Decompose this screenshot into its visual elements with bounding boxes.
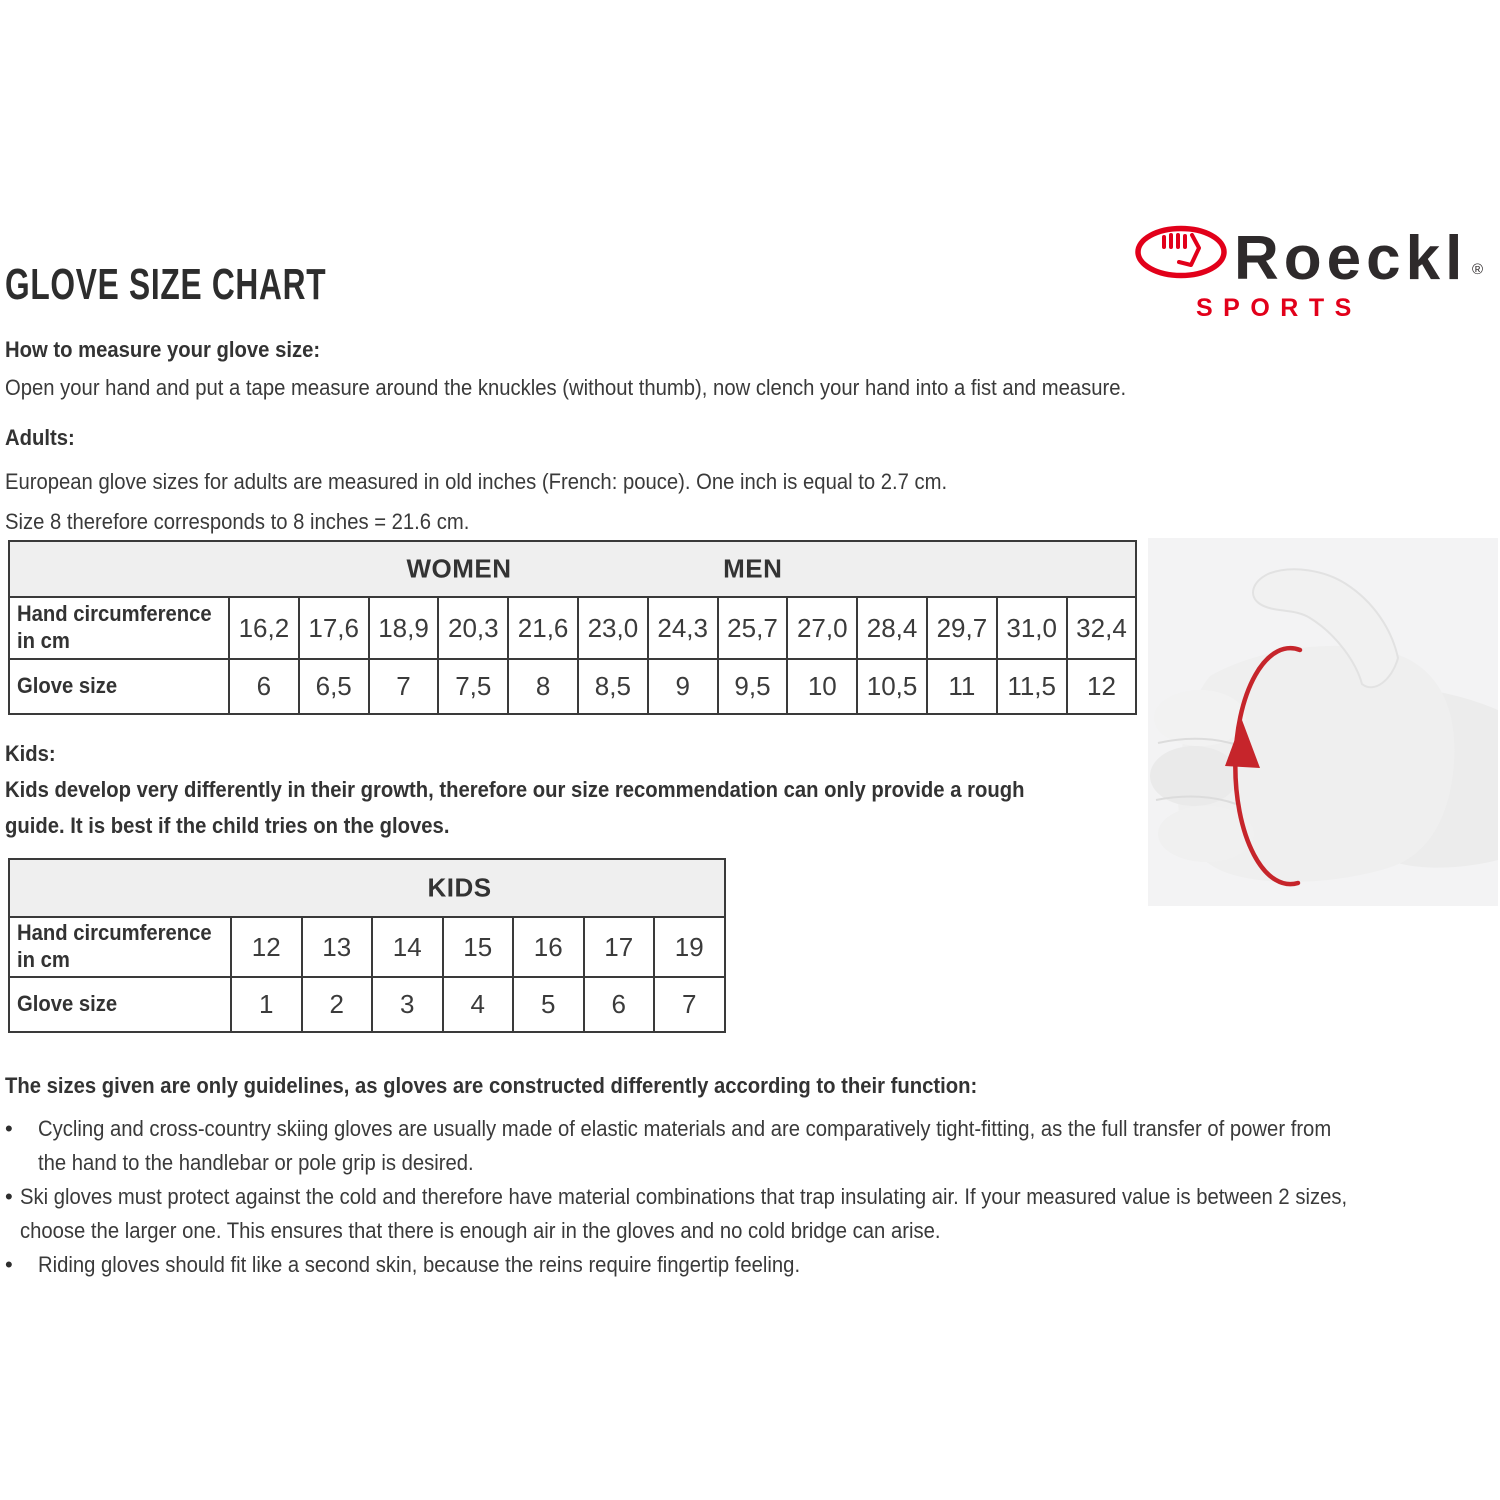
- hand-circumference-row-label: Hand circumference in cm: [9, 597, 229, 659]
- glove-size-cell: 3: [372, 977, 443, 1032]
- glove-size-cell: 5: [513, 977, 584, 1032]
- hand-circumference-cell: 19: [654, 917, 725, 977]
- logo-oval-icon: [1138, 229, 1224, 276]
- glove-size-cell: 2: [302, 977, 373, 1032]
- adults-heading: Adults:: [5, 425, 75, 450]
- bullet-text: Riding gloves should fit like a second skin, because the reins require fingertip feeling.: [38, 1252, 801, 1277]
- glove-size-cell: 8: [508, 659, 578, 714]
- hand-circumference-row: [9, 597, 1136, 659]
- hand-circumference-cell: 29,7: [927, 597, 997, 659]
- glove-size-row-label: Glove size: [9, 977, 231, 1032]
- kids-text: [5, 772, 1138, 844]
- glove-size-cell: 7: [369, 659, 439, 714]
- bullet-icon: •: [5, 1184, 13, 1209]
- adults-size-table: [8, 540, 1137, 715]
- guidelines-heading: The sizes given are only guidelines, as gloves are constructed differently according to their function:: [5, 1073, 978, 1098]
- hand-circumference-cell: 17,6: [299, 597, 369, 659]
- hand-measurement-figure: [1148, 538, 1498, 906]
- glove-size-cell: 10: [787, 659, 857, 714]
- logo-registered-mark: ®: [1472, 261, 1484, 278]
- hand-circumference-cell: 18,9: [369, 597, 439, 659]
- brand-logo-graphic: [1134, 222, 1498, 322]
- adults-table-group-row: [9, 541, 1136, 597]
- how-to-text: Open your hand and put a tape measure around the knuckles (without thumb), now clench your hand into a fist and measure.: [5, 375, 1127, 400]
- hand-circumference-cell: 13: [302, 917, 373, 977]
- bullet-icon: •: [5, 1252, 13, 1277]
- glove-size-cell: 11: [927, 659, 997, 714]
- hand-circumference-cell: 21,6: [508, 597, 578, 659]
- bullet-text: Cycling and cross-country skiing gloves are usually made of elastic materials and are comparatively tight-fitting, as the full transfer of power from the hand to the handlebar or pole grip is desired.: [38, 1116, 1332, 1175]
- hand-circumference-cell: 16: [513, 917, 584, 977]
- glove-size-cell: 9,5: [718, 659, 788, 714]
- how-to-heading: How to measure your glove size:: [5, 337, 321, 362]
- glove-size-cell: 7: [654, 977, 725, 1032]
- kids-size-table: [8, 858, 726, 1033]
- hand-circumference-cell: 24,3: [648, 597, 718, 659]
- hand-circumference-cell: 28,4: [857, 597, 927, 659]
- bullet-item: [5, 1248, 1495, 1282]
- hand-circumference-row: [9, 917, 725, 977]
- hand-circumference-cell: 17: [584, 917, 655, 977]
- glove-size-cell: 10,5: [857, 659, 927, 714]
- hand-circumference-cell: 31,0: [997, 597, 1067, 659]
- glove-size-cell: 12: [1067, 659, 1137, 714]
- bullet-icon: •: [5, 1116, 13, 1141]
- brand-logo: [1134, 222, 1498, 327]
- finger-bump: [1154, 690, 1246, 746]
- hand-circumference-cell: 14: [372, 917, 443, 977]
- logo-hand-icon: [1162, 233, 1199, 265]
- adults-text-line-2: Size 8 therefore corresponds to 8 inches = 21.6 cm.: [5, 509, 470, 534]
- glove-size-cell: 6: [229, 659, 299, 714]
- glove-size-cell: 1: [231, 977, 302, 1032]
- adults-table-group-header: [9, 541, 1136, 597]
- glove-size-cell: 8,5: [578, 659, 648, 714]
- glove-size-cell: 11,5: [997, 659, 1067, 714]
- hand-circumference-cell: 32,4: [1067, 597, 1137, 659]
- glove-size-cell: 6: [584, 977, 655, 1032]
- adults-text-line-1: European glove sizes for adults are measured in old inches (French: pouce). One inch is equal to 2.7 cm.: [5, 469, 948, 494]
- kids-table-group-header: [9, 859, 725, 917]
- glove-size-row-label: Glove size: [9, 659, 229, 714]
- hand-photo: [1148, 538, 1498, 906]
- hand-circumference-cell: 23,0: [578, 597, 648, 659]
- hand-circumference-cell: 16,2: [229, 597, 299, 659]
- logo-subtitle: SPORTS: [1196, 294, 1362, 322]
- kids-text-line-1: Kids develop very differently in their growth, therefore our size recommendation can only provide a rough: [5, 777, 1025, 802]
- page-title: GLOVE SIZE CHART: [5, 260, 327, 309]
- adults-text: [5, 462, 1052, 542]
- bullet-item: [5, 1180, 1495, 1248]
- hand-circumference-cell: 12: [231, 917, 302, 977]
- hand-circumference-cell: 15: [443, 917, 514, 977]
- kids-heading: Kids:: [5, 741, 56, 766]
- kids-group-label: KIDS: [427, 872, 492, 903]
- glove-size-cell: 9: [648, 659, 718, 714]
- hand-circumference-cell: 27,0: [787, 597, 857, 659]
- glove-size-cell: 4: [443, 977, 514, 1032]
- hand-circumference-row-label: Hand circumference in cm: [9, 917, 231, 977]
- women-group-label: WOMEN: [406, 553, 512, 584]
- glove-size-cell: 6,5: [299, 659, 369, 714]
- kids-text-line-2: guide. It is best if the child tries on the gloves.: [5, 813, 450, 838]
- bullet-text: Ski gloves must protect against the cold and therefore have material combinations that trap insulating air. If your measured value is between 2 sizes, choose the larger one. This ensures that there is enough air in the gloves and no cold bridge can arise.: [20, 1184, 1348, 1243]
- bullet-item: [5, 1112, 1495, 1180]
- guidelines-bullet-list: [5, 1112, 1495, 1282]
- logo-wordmark: Roeckl: [1234, 224, 1468, 293]
- kids-table-group-row: [9, 859, 725, 917]
- glove-size-cell: 7,5: [438, 659, 508, 714]
- hand-circumference-cell: 25,7: [718, 597, 788, 659]
- men-group-label: MEN: [723, 553, 783, 584]
- glove-size-row: [9, 659, 1136, 714]
- hand-circumference-cell: 20,3: [438, 597, 508, 659]
- glove-size-row: [9, 977, 725, 1032]
